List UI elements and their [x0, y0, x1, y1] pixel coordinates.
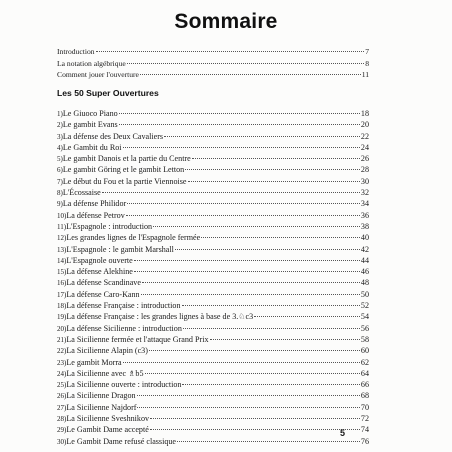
toc-entry-number: 27): [57, 403, 67, 412]
dot-leader: [150, 418, 360, 419]
toc-entry-label: [57, 142, 122, 153]
toc-entry-page: 74: [360, 425, 369, 435]
toc-entry-page: 40: [360, 233, 369, 243]
toc-entry-label: [57, 119, 118, 130]
dot-leader: [149, 350, 360, 351]
toc-entry-title: L'Espagnole : introduction: [66, 221, 153, 231]
toc-entry: [57, 176, 369, 187]
toc-entry: [57, 119, 369, 130]
toc-entry-label: [57, 255, 133, 266]
toc-entry: [57, 255, 369, 266]
toc-entry-title: La défense Française : introduction: [66, 301, 181, 311]
toc-entry-label: [57, 210, 125, 221]
toc-entry: [57, 424, 369, 435]
dot-leader: [175, 249, 360, 250]
toc-entry-page: 70: [360, 402, 369, 412]
toc-entry-page: 48: [360, 278, 369, 288]
toc-entry-page: 22: [360, 131, 369, 141]
intro-list: [57, 46, 369, 81]
toc-entry-title: Introduction: [57, 47, 95, 56]
toc-entry: [57, 244, 369, 255]
toc-entry-label: [57, 277, 141, 288]
toc-entry-number: 10): [57, 211, 67, 220]
toc-entry-title: La Sicilienne ouverte : introduction: [66, 380, 182, 390]
toc-entry-label: [57, 187, 101, 198]
toc-entry: [57, 58, 369, 70]
dot-leader: [96, 51, 365, 52]
dot-leader: [137, 407, 359, 408]
toc-entry-page: 30: [360, 176, 369, 186]
dot-leader: [119, 113, 360, 114]
toc-entry-number: 4): [57, 143, 63, 152]
toc-entry-title: Le Giuoco Piano: [62, 109, 118, 118]
toc-entry: [57, 108, 369, 119]
toc-entry-number: 14): [57, 256, 67, 265]
toc-entry-page: 66: [360, 380, 369, 390]
toc-entry-number: 9): [57, 200, 63, 209]
toc-entry: [57, 187, 369, 198]
dot-leader: [127, 63, 364, 64]
toc-entry: [57, 311, 369, 322]
toc-entry: [57, 413, 369, 424]
toc-entry-label: [57, 323, 182, 334]
toc-entry-label: [57, 311, 253, 322]
toc-entry-page: 34: [360, 199, 369, 209]
toc-entry-number: 22): [57, 347, 67, 356]
toc-entry-page: 56: [360, 323, 369, 333]
openings-list: [57, 108, 369, 447]
toc-entry: [57, 210, 369, 221]
toc-entry-page: 32: [360, 188, 369, 198]
toc-entry-page: 64: [360, 368, 369, 378]
toc-entry-title: Le gambit Danois et la partie du Centre: [62, 154, 191, 164]
toc-entry: [57, 390, 369, 401]
toc-entry: [57, 368, 369, 379]
toc-entry: [57, 153, 369, 164]
toc-entry-label: [57, 266, 133, 277]
toc-entry-title: La défense Alekhine: [66, 267, 133, 277]
toc-entry: [57, 379, 369, 390]
toc-entry-title: Le Gambit Dame accepté: [66, 425, 149, 435]
toc-entry: [57, 357, 369, 368]
toc-entry-title: Le gambit Morra: [66, 357, 122, 367]
dot-leader: [141, 294, 360, 295]
toc-entry-title: L'Écossaise: [62, 188, 101, 198]
toc-entry-label: [57, 46, 95, 58]
toc-entry-number: 21): [57, 335, 67, 344]
toc-entry-number: 17): [57, 290, 67, 299]
toc-entry-title: Les grandes lignes de l'Espagnole fermée: [66, 233, 201, 243]
toc-entry-number: 16): [57, 279, 67, 288]
toc-entry-number: 6): [57, 166, 63, 175]
toc-entry-label: [57, 153, 191, 164]
toc-entry-number: 24): [57, 369, 67, 378]
toc-entry-label: [57, 424, 149, 435]
toc-entry-title: Le Gambit du Roi: [62, 142, 122, 152]
toc-entry: [57, 131, 369, 142]
toc-entry-page: 44: [360, 255, 369, 265]
toc-entry-label: [57, 108, 118, 119]
toc-entry-title: La défense Française : les grandes lignes à base de 3.♘c3: [66, 312, 254, 322]
toc-entry: [57, 232, 369, 243]
dot-leader: [126, 215, 360, 216]
toc-entry-number: 30): [57, 437, 67, 446]
dot-leader: [119, 124, 360, 125]
toc-entry-page: 68: [360, 391, 369, 401]
toc-entry-number: 7): [57, 177, 63, 186]
toc-entry-title: La Sicilienne avec ♗b5: [66, 368, 144, 378]
toc-entry-number: 26): [57, 392, 67, 401]
dot-leader: [123, 362, 360, 363]
toc-entry-label: [57, 131, 163, 142]
toc-entry-title: Le gambit Evans: [62, 120, 118, 130]
toc-entry-title: La défense des Deux Cavaliers: [62, 131, 164, 141]
dot-leader: [210, 339, 360, 340]
toc-entry-number: 13): [57, 245, 67, 254]
toc-entry-title: L'Espagnole ouverte: [66, 255, 133, 265]
dot-leader: [137, 395, 360, 396]
toc-entry-page: 38: [360, 221, 369, 231]
toc-entry-page: 42: [360, 244, 369, 254]
dot-leader: [182, 305, 360, 306]
toc-entry-title: La défense Petrov: [66, 210, 125, 220]
toc-entry-number: 1): [57, 110, 63, 118]
toc-entry: [57, 323, 369, 334]
toc-entry: [57, 198, 369, 209]
dot-leader: [185, 169, 360, 170]
toc-entry-page: 46: [360, 267, 369, 277]
toc-entry: [57, 164, 369, 175]
toc-entry: [57, 334, 369, 345]
toc-entry: [57, 46, 369, 58]
toc-entry-page: 76: [360, 436, 369, 446]
toc-entry-label: [57, 176, 187, 187]
toc-entry-page: 62: [360, 357, 369, 367]
toc-entry-number: 28): [57, 415, 67, 424]
toc-entry-label: [57, 402, 136, 413]
toc-entry-title: La défense Philidor: [62, 199, 127, 209]
toc-entry-label: [57, 289, 140, 300]
toc-entry-title: Comment jouer l'ouverture: [57, 70, 139, 79]
toc-entry-title: La notation algébrique: [57, 58, 126, 68]
dot-leader: [192, 158, 360, 159]
toc-entry-number: 19): [57, 313, 67, 322]
toc-entry-title: Le début du Fou et la partie Viennoise: [62, 176, 187, 186]
toc-entry-label: [57, 69, 139, 81]
toc-entry: [57, 142, 369, 153]
toc-entry: [57, 300, 369, 311]
dot-leader: [123, 147, 360, 148]
dot-leader: [183, 328, 360, 329]
dot-leader: [145, 373, 360, 374]
toc-entry-title: La défense Scandinave: [66, 278, 141, 288]
toc-entry-label: [57, 390, 136, 401]
page-number: 5: [340, 428, 346, 438]
toc-entry-page: 24: [360, 142, 369, 152]
toc-entry-number: 29): [57, 426, 67, 435]
dot-leader: [164, 136, 360, 137]
toc-entry: [57, 402, 369, 413]
toc-entry-number: 18): [57, 302, 67, 311]
page-title: Sommaire: [174, 10, 278, 33]
toc-entry: [57, 345, 369, 356]
toc-entry-page: 7: [365, 47, 369, 56]
dot-leader: [153, 226, 360, 227]
toc-entry-page: 11: [361, 70, 369, 79]
toc-entry-number: 5): [57, 155, 63, 164]
toc-entry-page: 8: [365, 58, 369, 68]
toc-entry-label: [57, 58, 126, 70]
toc-entry-title: L'Espagnole : le gambit Marshall: [66, 244, 174, 254]
dot-leader: [182, 384, 359, 385]
toc-entry-page: 50: [360, 289, 369, 299]
toc-entry-label: [57, 357, 122, 368]
toc-entry-title: Le Gambit Dame refusé classique: [66, 436, 177, 446]
dot-leader: [150, 429, 360, 430]
toc-entry-label: [57, 368, 144, 379]
toc-entry-label: [57, 164, 184, 175]
toc-entry-page: 26: [360, 154, 369, 164]
dot-leader: [177, 441, 360, 442]
toc-entry-title: La défense Sicilienne : introduction: [66, 323, 182, 333]
toc-entry-label: [57, 334, 209, 345]
dot-leader: [142, 282, 360, 283]
toc-entry-page: 54: [360, 312, 369, 322]
toc-entry-number: 8): [57, 189, 63, 198]
toc-entry-page: 58: [360, 334, 369, 344]
toc-entry: [57, 221, 369, 232]
toc-entry-label: [57, 345, 148, 356]
dot-leader: [188, 181, 360, 182]
toc-entry-label: [57, 221, 152, 232]
toc-entry-title: La Sicilienne Alapin (c3): [66, 346, 148, 356]
dot-leader: [254, 316, 360, 317]
dot-leader: [102, 192, 360, 193]
toc-entry: [57, 266, 369, 277]
toc-entry-number: 25): [57, 381, 67, 390]
toc-entry-title: La défense Caro-Kann: [66, 289, 140, 299]
toc-entry: [57, 69, 369, 81]
dot-leader: [127, 203, 360, 204]
toc-entry-title: Le gambit Göring et le gambit Letton: [62, 165, 185, 175]
toc-entry-label: [57, 232, 200, 243]
toc-entry-label: [57, 436, 176, 447]
toc-entry-number: 2): [57, 121, 63, 130]
toc-entry-label: [57, 244, 174, 255]
toc-entry-number: 23): [57, 358, 67, 367]
toc-entry-title: La Sicilienne Najdorf: [66, 402, 137, 412]
toc-entry-number: 15): [57, 268, 67, 277]
toc-entry-page: 20: [360, 120, 369, 130]
dot-leader: [134, 271, 360, 272]
toc-entry-number: 11): [57, 222, 67, 231]
dot-leader: [201, 237, 360, 238]
dot-leader: [140, 74, 361, 75]
toc-entry-label: [57, 198, 126, 209]
toc-entry: [57, 289, 369, 300]
toc-entry-number: 12): [57, 234, 67, 243]
section-title: Les 50 Super Ouvertures: [57, 88, 159, 98]
toc-entry-label: [57, 379, 181, 390]
toc-entry-title: La Sicilienne Sveshnikov: [66, 414, 150, 424]
toc-entry-page: 52: [360, 301, 369, 311]
toc-entry-number: 3): [57, 132, 63, 141]
toc-entry-page: 18: [360, 109, 369, 118]
toc-entry-number: 20): [57, 324, 67, 333]
toc-entry-page: 60: [360, 346, 369, 356]
dot-leader: [134, 260, 360, 261]
toc-entry-title: La Sicilienne Dragon: [66, 391, 136, 401]
toc-entry-page: 28: [360, 165, 369, 175]
toc-entry-label: [57, 300, 181, 311]
toc-entry-title: La Sicilienne fermée et l'attaque Grand Prix: [66, 334, 209, 344]
toc-entry: [57, 277, 369, 288]
toc-entry: [57, 436, 369, 447]
toc-entry-page: 36: [360, 210, 369, 220]
toc-entry-label: [57, 413, 149, 424]
toc-entry-page: 72: [360, 414, 369, 424]
